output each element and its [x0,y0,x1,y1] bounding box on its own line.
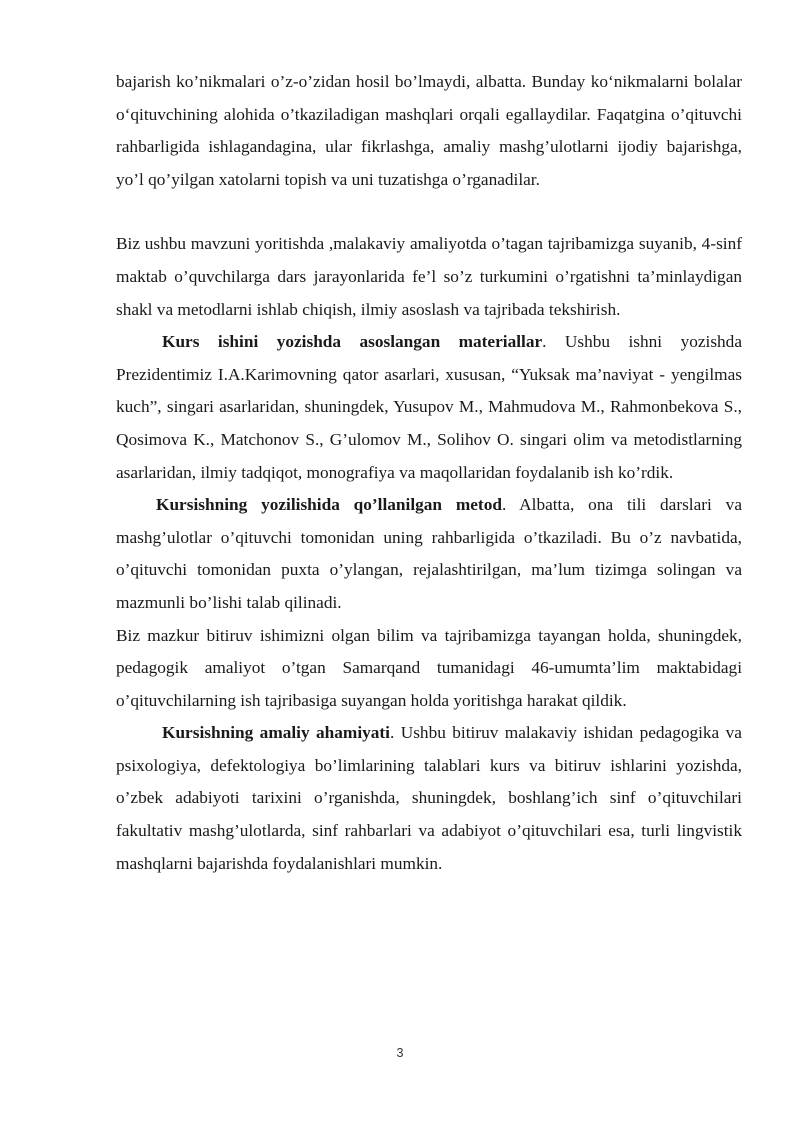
page-number: 3 [396,1046,404,1060]
document-page [116,66,742,880]
paragraph-text: . Albatta, ona tili darslari va mashg’ulotlar o’qituvchi tomonidan uning rahbarligida o’tkaziladi. Bu o’z navbatida, o’qituvchi tomonidan puxta o’ylangan, rejalashtirilgan, ma’lum tizimga solingan va mazmunli bo’lishi talab qilinadi. [116,495,742,612]
paragraph-practical-significance [116,717,742,880]
paragraph-text: . Ushbu bitiruv malakaviy ishidan pedagogika va psixologiya, defektologiya bo’limlarining talablari kurs va bitiruv ishlarini yozishda, o’zbek adabiyoti tarixini o’rganishda, shuningdek, boshlang’ich sinf o’qituvchilari fakultativ mashg’ulotlarda, sinf rahbarlari va adabiyot o’qituvchilari esa, turli lingvistik mashqlarni bajarishda foydalanishlari mumkin. [116,723,742,873]
paragraph-text: Biz ushbu mavzuni yoritishda ,malakaviy amaliyotda o’tagan tajribamizga suyanib, 4-sinf maktab o’quvchilarga dars jarayonlarida fe’l so’z turkumini o’rgatishni ta’minlaydigan shakl va metodlarni ishlab chiqish, ilmiy asoslash va tajribada tekshirish. [116,234,742,319]
paragraph-method [116,489,742,619]
paragraph-text: bajarish ko’nikmalari o’z-o’zidan hosil bo’lmaydi, albatta. Bunday ko‘nikmalarni bolalar o‘qituvchining alohida o’tkaziladigan mashqlari orqali egallaydilar. Faqatgina o’qituvchi rahbarligida ishlagandagina, ular fikrlashga, amaliy mashg’ulotlarni ijodiy bajarishga, yo’l qo’yilgan xatolarni topish va uni tuzatishga o’rganadilar. [116,72,742,189]
paragraph-heading: Kursishning yozilishida qo’llanilgan metod [156,495,502,515]
paragraph-research-goal [116,228,742,326]
paragraph-intro-continuation [116,66,742,196]
paragraph-text: Biz mazkur bitiruv ishimizni olgan bilim va tajribamizga tayangan holda, shuningdek, pedagogik amaliyot o’tgan Samarqand tumanidagi 46-umumta’lim maktabidagi o’qituvchilarning ish tajribasiga suyangan holda yoritishga harakat qildik. [116,625,742,710]
paragraph-experience [116,620,742,718]
paragraph-heading: Kursishning amaliy ahamiyati [162,723,390,743]
paragraph-text: . Ushbu ishni yozishda Prezidentimiz I.A.Karimovning qator asarlari, xususan, “Yuksak ma’naviyat - yengilmas kuch”, singari asarlaridan, shuningdek, Yusupov M., Mahmudova M., Rahmonbekova S., Qosimova K., Matchonov S., G’ulomov M., Solihov O. singari olim va metodistlarning asarlaridan, ilmiy tadqiqot, monografiya va maqollaridan foydalanib ish ko’rdik. [116,332,742,482]
paragraph-materials [116,326,742,489]
paragraph-heading: Kurs ishini yozishda asoslangan materiallar [162,332,543,352]
